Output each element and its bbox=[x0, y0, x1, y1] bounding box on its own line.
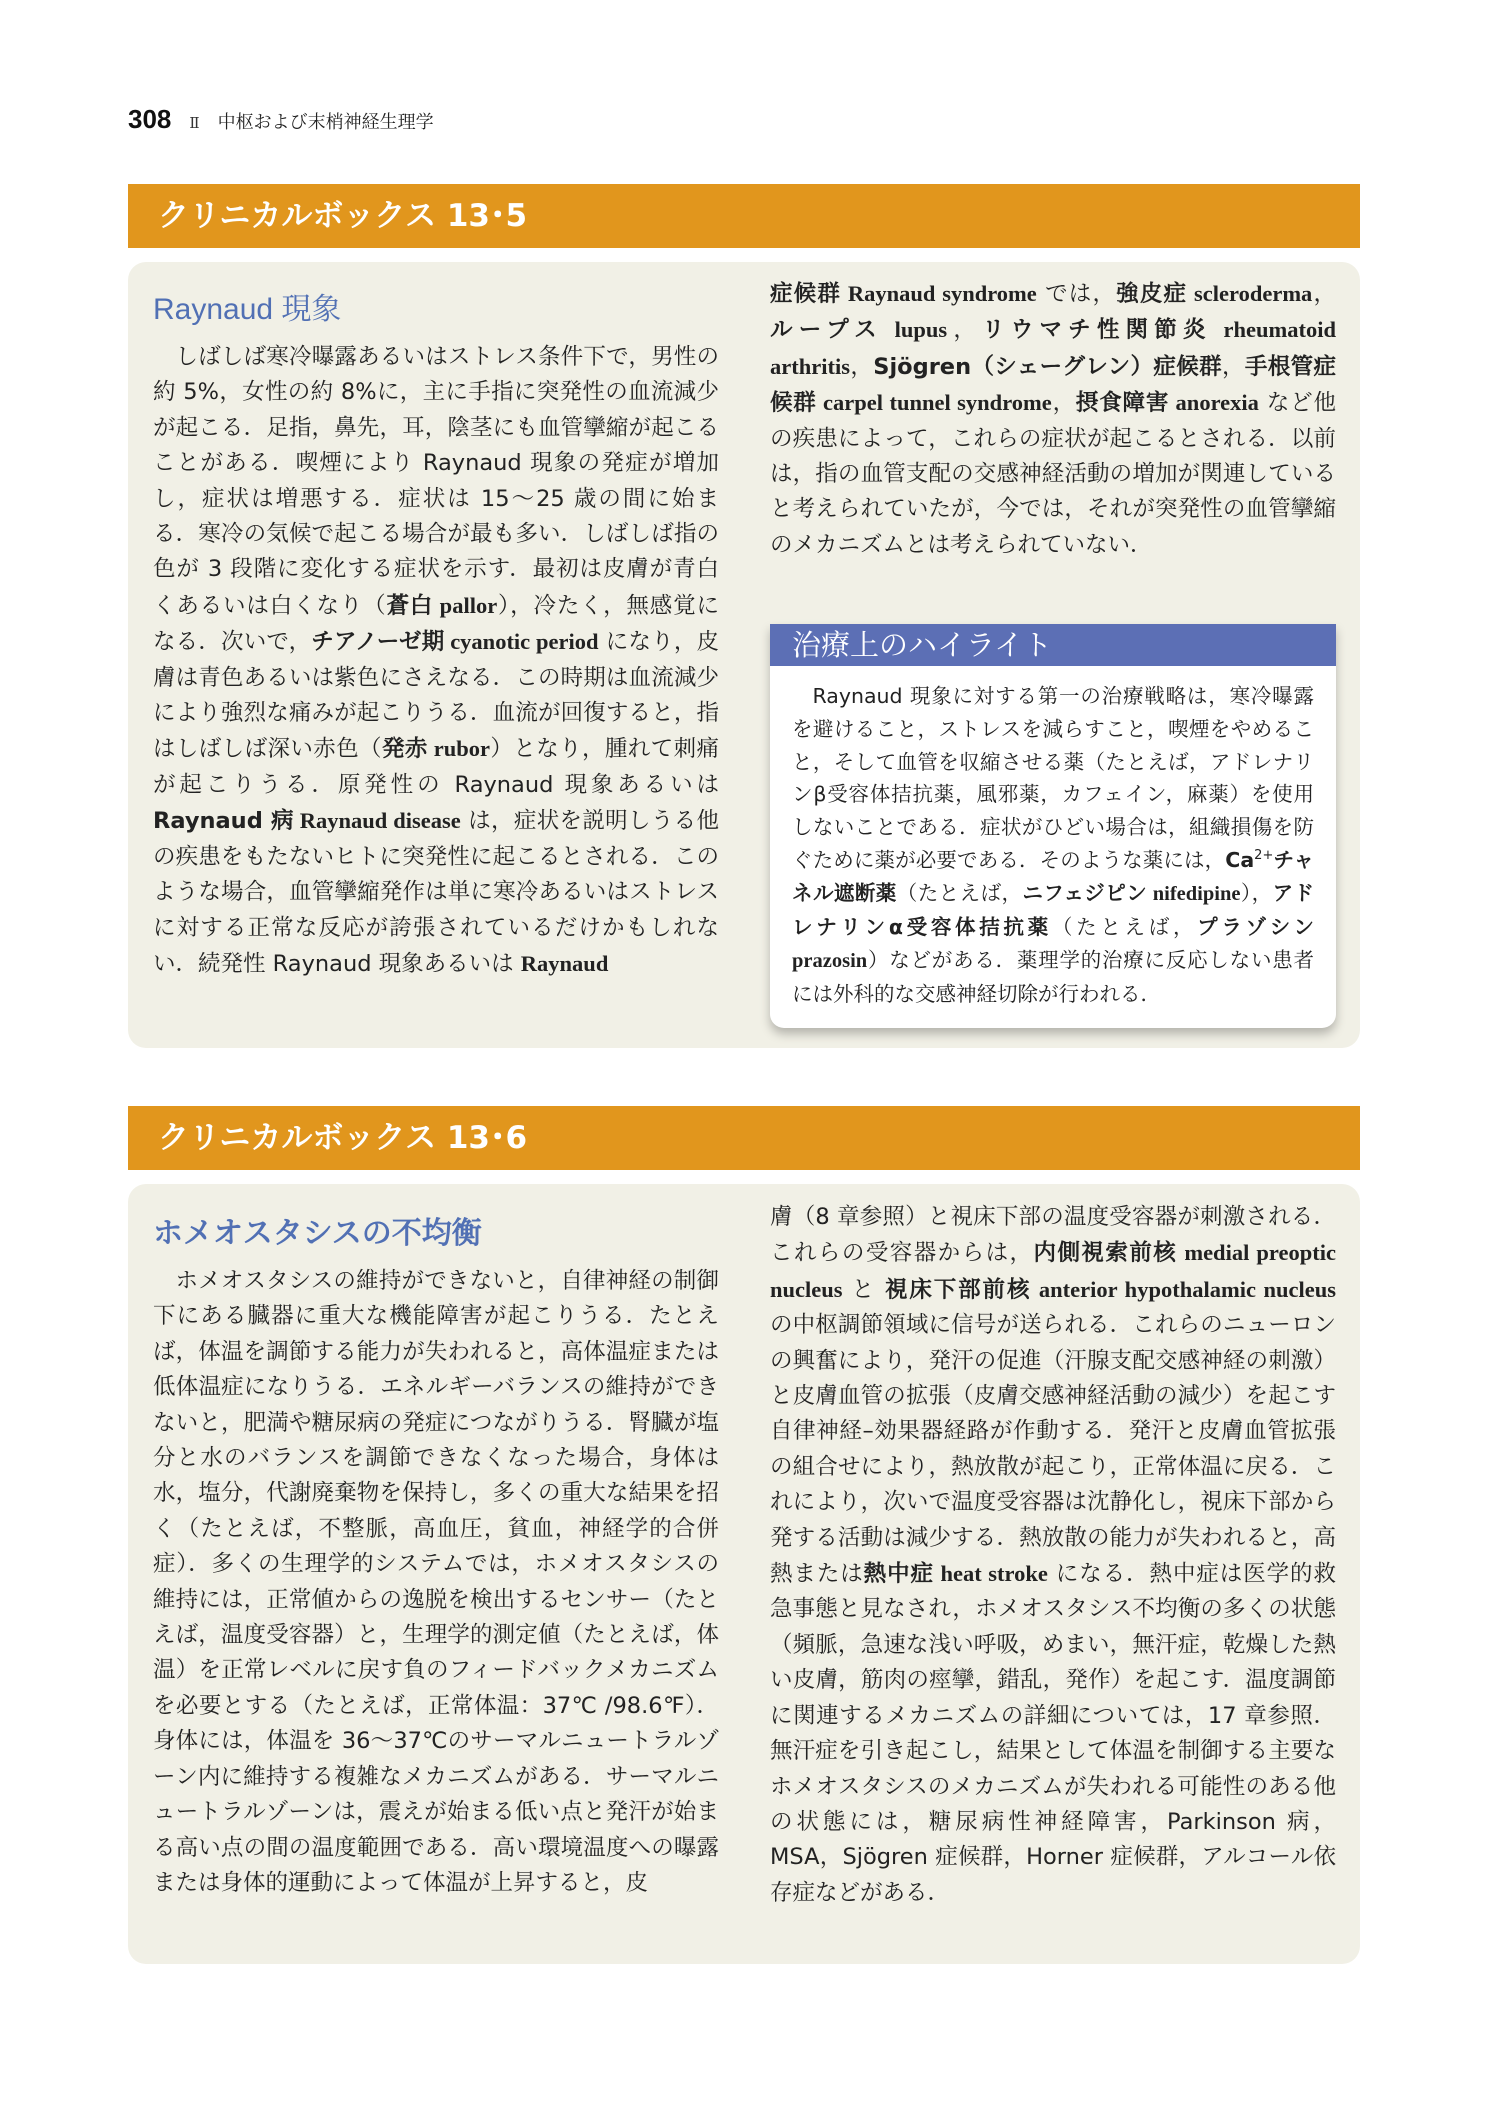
bold-term: 発赤 bbox=[381, 736, 428, 763]
english-term: pallor bbox=[433, 592, 498, 618]
bold-term: 内側視索前核 bbox=[1033, 1240, 1178, 1267]
bold-term: Sjögren（シェーグレン）症候群 bbox=[873, 353, 1222, 380]
english-term: Raynaud syndrome bbox=[841, 281, 1037, 306]
part-number: Ⅱ bbox=[189, 114, 200, 132]
clinical-box-13-6-left-column bbox=[153, 1214, 719, 1901]
bold-term: ニフェジピン bbox=[1022, 880, 1148, 905]
english-term: rubor bbox=[427, 736, 491, 762]
clinical-box-13-5-right-column bbox=[770, 276, 1336, 563]
superscript: 2+ bbox=[1254, 848, 1274, 864]
therapeutic-highlight-box bbox=[770, 624, 1336, 1028]
therapeutic-highlight-text: Raynaud 現象に対する第一の治療戦略は，寒冷曝露を避けること，ストレスを減らすこと，喫煙をやめること，そして血管を収縮させる薬（たとえば，アドレナリンβ受容体拮抗薬，風邪薬，カフェイン，麻薬）を使用しないことである．症状がひどい場合は，組織損傷を防ぐために薬が必要である．そのような薬には，$Ca^{2+}$チャネル遮断薬（たとえば，ニフェジピン nifedipine），アドレナリンα受容体拮抗薬（たとえば，プラゾシン prazosin）などがある．薬理学的治療に反応しない患者には外科的な交感神経切除が行われる． bbox=[792, 684, 1315, 1007]
raynaud-left-text: しばしば寒冷曝露あるいはストレス条件下で，男性の約 5%，女性の約 8%に，主に手指に突発性の血流減少が起こる．足指，鼻先，耳，陰茎にも血管攣縮が起こることがある．喫煙により Raynaud 現象の発症が増加し，症状は増悪する．症状は 15～25 歳の間に始まる．寒冷の気候で起こる場合が最も多い．しばしば指の色が 3 段階に変化する症状を示す．最初は皮膚が青白くあるいは白くなり（蒼白 pallor），冷たく，無感覚になる．次いで，チアノーゼ期 cyanotic period になり，皮膚は青色あるいは紫色にさえなる．この時期は血流減少により強烈な痛みが起こりうる．血流が回復すると，指はしばしば深い赤色（発赤 rubor）となり，腫れて刺痛が起こりうる．原発性の Raynaud 現象あるいは Raynaud 病 Raynaud disease は，症状を説明しうる他の疾患をもたないヒトに突発性に起こるとされる．このような場合，血管攣縮発作は単に寒冷あるいはストレスに対する正常な反応が誇張されているだけかもしれない．続発性 Raynaud 現象あるいは Raynaud bbox=[153, 344, 720, 977]
english-term: cyanotic period bbox=[444, 629, 599, 655]
homeostasis-left-text: ホメオスタシスの維持ができないと，自律神経の制御下にある臓器に重大な機能障害が起こりうる．たとえば，体温を調節する能力が失われると，高体温症または低体温症になりうる．エネルギーバランスの維持ができないと，肥満や糖尿病の発症につながりうる．腎臓が塩分と水のバランスを調節できなくなった場合，身体は水，塩分，代謝廃棄物を保持し，多くの重大な結果を招く（たとえば，不整脈，高血圧，貧血，神経学的合併症）．多くの生理学的システムでは，ホメオスタシスの維持には，正常値からの逸脱を検出するセンサー（たとえば，温度受容器）と，生理学的測定値（たとえば，体温）を正常レベルに戻す負のフィードバックメカニズムを必要とする（たとえば，正常体温：37℃ /98.6℉）．身体には，体温を 36～37℃のサーマルニュートラルゾーン内に維持する複雑なメカニズムがある．サーマルニュートラルゾーンは，震えが始まる低い点と発汗が始まる高い点の間の温度範囲である．高い環境温度への曝露または身体的運動によって体温が上昇すると，皮 bbox=[153, 1268, 719, 1896]
clinical-box-13-6-header: クリニカルボックス 13･6 bbox=[128, 1106, 1360, 1170]
bold-term: 蒼白 bbox=[386, 592, 434, 619]
raynaud-title: Raynaud 現象 bbox=[153, 293, 342, 326]
raynaud-right-text: 症候群 Raynaud syndrome では，強皮症 scleroderma，ループス lupus，リウマチ性関節炎 rheumatoid arthritis，Sjögren（シェーグレン）症候群，手根管症候群 carpel tunnel syndrome，摂食障害 anorexia など他の疾患によって，これらの症状が起こるとされる．以前は，指の血管支配の交感神経活動の増加が関連していると考えられていたが，今では，それが突発性の血管攣縮のメカニズムとは考えられていない． bbox=[770, 281, 1336, 558]
english-term: scleroderma bbox=[1187, 281, 1313, 306]
bold-term: チアノーゼ期 bbox=[311, 629, 445, 656]
bold-term: ループス bbox=[770, 317, 883, 344]
homeostasis-right-text: 膚（8 章参照）と視床下部の温度受容器が刺激される．これらの受容器からは，内側視索前核 medial preoptic nucleus と 視床下部前核 anterior hypothalamic nucleus の中枢調節領域に信号が送られる．これらのニューロンの興奮により，発汗の促進（汗腺支配交感神経の刺激）と皮膚血管の拡張（皮膚交感神経活動の減少）を起こす自律神経–効果器経路が作動する．発汗と皮膚血管拡張の組合せにより，熱放散が起こり，正常体温に戻る．これにより，次いで温度受容器は沈静化し，視床下部から発する活動は減少する．熱放散の能力が失われると，高熱または熱中症 heat stroke になる．熱中症は医学的救急事態と見なされ，ホメオスタシス不均衡の多くの状態（頻脈，急速な浅い呼吸，めまい，無汗症，乾燥した熱い皮膚，筋肉の痙攣，錯乱，発作）を起こす．温度調節に関連するメカニズムの詳細については，17 章参照．無汗症を引き起こし，結果として体温を制御する主要なホメオスタシスのメカニズムが失われる可能性のある他の状態には，糖尿病性神経障害，Parkinson 病，MSA，Sjögren 症候群，Horner 症候群，アルコール依存症などがある． bbox=[770, 1204, 1336, 1906]
english-term: Raynaud bbox=[520, 950, 609, 976]
english-term: medial preoptic nucleus bbox=[770, 1240, 1336, 1302]
part-title: 中枢および末梢神経生理学 bbox=[217, 112, 434, 133]
therapeutic-highlight-body bbox=[792, 680, 1314, 1011]
bold-term: 熱中症 bbox=[863, 1561, 934, 1588]
clinical-box-13-5-header: クリニカルボックス 13･5 bbox=[128, 184, 1360, 248]
clinical-box-13-6-right-column bbox=[770, 1200, 1336, 1911]
bold-term: 視床下部前核 bbox=[885, 1276, 1032, 1303]
bold-term: 強皮症 bbox=[1116, 281, 1188, 307]
bold-term: 症候群 bbox=[770, 281, 842, 307]
english-term: anorexia bbox=[1169, 390, 1259, 416]
clinical-box-13-5-left-column bbox=[153, 290, 719, 982]
bold-term: チャネル遮断薬 bbox=[792, 847, 1314, 905]
bold-term: 手根管症候群 bbox=[770, 353, 1336, 417]
bold-term: アドレナリンα受容体拮抗薬 bbox=[792, 880, 1315, 939]
english-term: nifedipine bbox=[1147, 882, 1241, 905]
bold-term: Raynaud 病 bbox=[153, 808, 294, 835]
english-term: Raynaud disease bbox=[293, 808, 461, 834]
english-term: lupus bbox=[882, 317, 948, 343]
homeostasis-title: ホメオスタシスの不均衡 bbox=[153, 1216, 482, 1251]
running-header bbox=[128, 104, 434, 135]
english-term: carpel tunnel syndrome bbox=[816, 390, 1052, 416]
english-term: rheumatoid arthritis bbox=[770, 317, 1336, 379]
bold-term: Ca bbox=[1225, 847, 1255, 872]
english-term: heat stroke bbox=[933, 1561, 1048, 1587]
english-term: prazosin bbox=[792, 950, 868, 973]
page-number: 308 bbox=[128, 104, 172, 134]
english-term: anterior hypothalamic nucleus bbox=[1031, 1276, 1336, 1302]
bold-term: 摂食障害 bbox=[1075, 390, 1170, 417]
bold-term: プラゾシン bbox=[1197, 914, 1314, 939]
bold-term: リウマチ性関節炎 bbox=[982, 317, 1212, 344]
therapeutic-highlight-header: 治療上のハイライト bbox=[770, 624, 1336, 666]
